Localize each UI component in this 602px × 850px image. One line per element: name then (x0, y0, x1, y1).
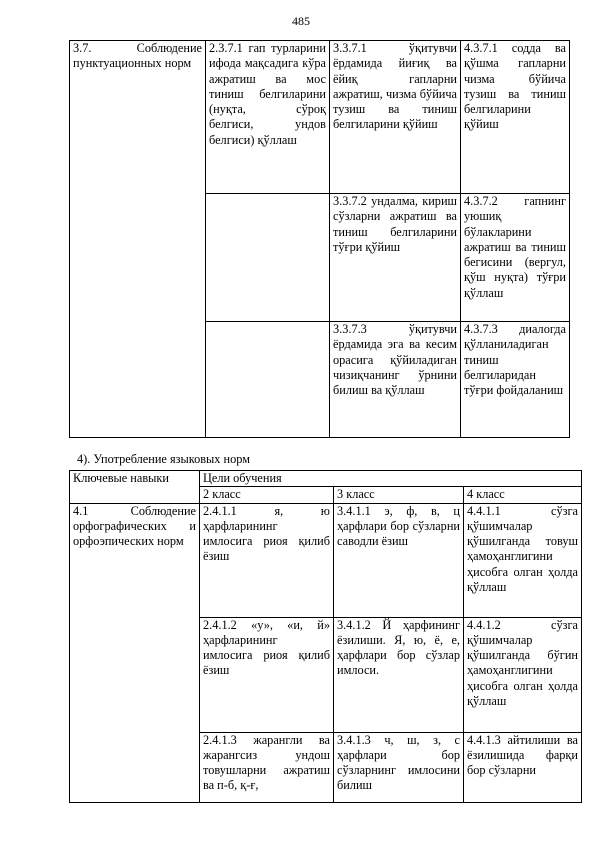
language-norms-table (69, 470, 582, 803)
header-text: 4 класс (467, 487, 505, 502)
goal-text: 4.4.1.1 сўзга қўшимчалар қўшилганда товуш ҳамоҳанглигини ҳисобга олган ҳолда қўллаш (467, 503, 578, 595)
grade2-goal-cell (200, 732, 334, 802)
header-grade3-cell (334, 487, 464, 503)
header-grade4-cell (464, 487, 582, 503)
grade3-goal-cell (330, 194, 461, 322)
grade2-goal-cell (200, 503, 334, 617)
goal-text: 3.4.1.1 э, ф, в, ц ҳарфлари бор сўзларни саводли ёзиш (337, 503, 460, 549)
header-skills-cell (70, 471, 200, 504)
goal-text: 2.4.1.2 «у», «и, й» ҳарфларининг имлосига риоя қилиб ёзиш (203, 617, 330, 678)
skill-text: 3.7. Соблюдение пунктуационных норм (73, 41, 202, 71)
grade2-goal-cell (206, 194, 330, 322)
goal-text: 3.3.7.1 ўқитувчи ёрдамида йиғиқ ва ёйиқ гапларни ажратиш, чизма бўйича тузиш ва тиниш белгиларини қўйиш (333, 41, 457, 132)
goal-text: 3.4.1.2 Й ҳарфининг ёзилиши. Я, ю, ё, е, ҳарфлари бор сўзлар имлоси. (337, 617, 460, 678)
goal-text: 2.4.1.1 я, ю ҳарфларининг имлосига риоя қилиб ёзиш (203, 503, 330, 564)
goal-text: 3.4.1.3 ч, ш, з, с ҳарфлари бор сўзларнинг имлосини билиш (337, 732, 460, 793)
header-text: 2 класс (203, 487, 241, 502)
header-text: Цели обучения (203, 471, 282, 485)
grade3-goal-cell (334, 503, 464, 617)
goal-text: 4.4.1.3 айтилиши ва ёзилишида фарқи бор сўзларни (467, 732, 578, 778)
grade4-goal-cell (464, 503, 582, 617)
table-header-row (70, 471, 582, 487)
grade2-goal-cell (200, 617, 334, 732)
goal-text: 4.3.7.2 гапнинг уюшиқ бўлакларини ажратиш ва тиниш бегисини (вергул, қўш нуқта) тўғри қўллаш (464, 194, 566, 300)
table-row (70, 503, 582, 617)
header-text: 3 класс (337, 487, 375, 502)
grade3-goal-cell (334, 732, 464, 802)
grade4-goal-cell (461, 322, 570, 438)
skill-cell (70, 503, 200, 802)
header-grade2-cell (200, 487, 334, 503)
skill-text: 4.1 Соблюдение орфографических и орфоэпических норм (73, 503, 196, 549)
grade4-goal-cell (464, 732, 582, 802)
goal-text: 2.4.1.3 жарангли ва жарангсиз ундош товушларни ажратиш ва п-б, қ-ғ, (203, 732, 330, 793)
goal-text: 3.3.7.3 ўқитувчи ёрдамида эга ва кесим орасига қўйиладиган чизиқчанинг ўрнини билиш ва қўллаш (333, 322, 457, 398)
grade4-goal-cell (464, 617, 582, 732)
grade3-goal-cell (330, 41, 461, 194)
goal-text: 4.3.7.1 содда ва қўшма гапларни чизма бўйича тузиш ва тиниш белгиларини қўйиш (464, 41, 566, 132)
table-row (70, 41, 570, 194)
goal-text: 4.3.7.3 диалогда қўлланиладиган тиниш белгиларидан тўғри фойдаланиш (464, 322, 566, 398)
grade3-goal-cell (330, 322, 461, 438)
grade2-goal-cell (206, 322, 330, 438)
goal-text: 2.3.7.1 гап турларини ифода мақсадига кўра ажратиш ва мос тиниш белгиларини (нуқта, сўроқ белгиси, ундов белгиси) қўллаш (209, 41, 326, 147)
goal-text: 4.4.1.2 сўзга қўшимчалар қўшилганда бўгин ҳамоҳанглигини ҳисобга олган ҳолда қўллаш (467, 617, 578, 709)
grade3-goal-cell (334, 617, 464, 732)
grade4-goal-cell (461, 41, 570, 194)
skill-cell (70, 41, 206, 438)
punctuation-norms-table (69, 40, 570, 438)
page-number: 485 (292, 14, 310, 28)
section-heading: 4). Употребление языковых норм (77, 452, 250, 466)
grade4-goal-cell (461, 194, 570, 322)
grade2-goal-cell (206, 41, 330, 194)
header-text: Ключевые навыки (73, 471, 169, 485)
goal-text: 3.3.7.2 ундалма, кириш сўзларни ажратиш ва тиниш белгиларини тўғри қўйиш (333, 194, 457, 254)
header-goals-cell (200, 471, 582, 487)
